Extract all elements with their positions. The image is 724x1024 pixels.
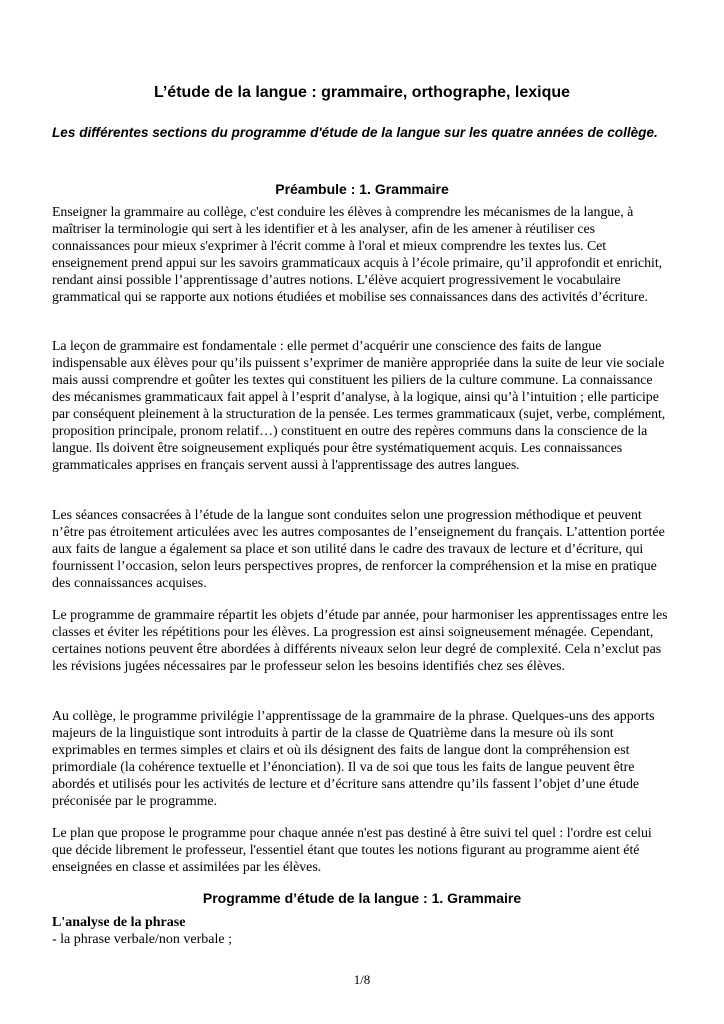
subsection-title: L'analyse de la phrase (52, 915, 186, 930)
list-item: - la phrase verbale/non verbale ; (52, 932, 232, 947)
paragraph-3: Les séances consacrées à l’étude de la langue sont conduites selon une progression méthodique et peuvent n’être pas étroitement articulées avec les autres composantes de l’enseignement du français. L’attention portée aux faits de langue a également sa place et son utilité dans le cadre des travaux de lecture et d’écriture, qui fournissent l’occasion, selon leurs perspectives propres, de renforcer la compréhension et la mise en pratique des connaissances acquises. (52, 508, 665, 591)
paragraph-2: La leçon de grammaire est fondamentale : elle permet d’acquérir une conscience des faits de langue indispensable aux élèves pour qu’ils puissent s’exprimer de manière appropriée dans la suite de leur vie sociale mais aussi comprendre et goûter les textes qui constituent les piliers de la culture commune. La connaissance des mécanismes grammaticaux fait appel à l’esprit d’analyse, à la logique, ainsi qu’à l’intuition ; elle participe par conséquent pleinement à la structuration de la pensée. Les termes grammaticaux (sujet, verbe, complément, proposition principale, pronom relatif…) constituent en outre des repères communs dans la conscience de la langue. Ils doivent être soigneusement expliqués pour être systématiquement acquis. Les connaissances grammaticales apprises en français servent aussi à l'apprentissage des autres langues. (52, 339, 666, 473)
paragraph-1: Enseigner la grammaire au collège, c'est conduire les élèves à comprendre les mécanismes de la langue, à maîtriser la terminologie qui sert à les identifier et à les analyser, afin de les amener à réutiliser ces connaissances pour mieux s'exprimer à l'écrit comme à l'oral et mieux comprendre les textes lus. Cet enseignement prend appui sur les savoirs grammaticaux acquis à l’école primaire, qu’il approfondit et enrichit, rendant ainsi possible l’apprentissage d’autres notions. L’élève acquiert progressivement le vocabulaire grammatical qui se rapporte aux notions étudiées et mobilise ses connaissances dans des activités d’écriture. (52, 205, 663, 305)
document-title: L’étude de la langue : grammaire, orthographe, lexique (153, 84, 571, 101)
page-number: 1/8 (353, 972, 371, 987)
document-subtitle: Les différentes sections du programme d'étude de la langue sur les quatre années de collège. (52, 125, 658, 140)
paragraph-6: Le plan que propose le programme pour chaque année n'est pas destiné à être suivi tel quel : l'ordre est celui que décide librement le professeur, l'essentiel étant que toutes les notions figurant au programme aient été enseignées en classe et assimilées par les élèves. (52, 826, 652, 875)
paragraph-5: Au collège, le programme privilégie l’apprentissage de la grammaire de la phrase. Quelques-uns des apports majeurs de la linguistique sont introduits à partir de la classe de Quatrième dans la mesure où ils sont exprimables en termes simples et clairs et où ils désignent des faits de langue dont la compréhension est primordiale (la cohérence textuelle et l’énonciation). Il va de soi que tous les faits de langue peuvent être abordés et utilisés pour les activités de lecture et d’écriture sans attendre qu’ils fassent l’objet d’une étude préconisée par le programme. (52, 709, 655, 809)
section-heading-preambule: Préambule : 1. Grammaire (275, 181, 449, 197)
section-heading-programme: Programme d’étude de la langue : 1. Grammaire (202, 890, 522, 906)
paragraph-4: Le programme de grammaire répartit les objets d’étude par année, pour harmoniser les apprentissages entre les classes et éviter les répétitions pour les élèves. La progression est ainsi soigneusement ménagée. Cependant, certaines notions peuvent être abordées à différents niveaux selon leur degré de complexité. Cela n’exclut pas les révisions jugées nécessaires par le professeur selon les besoins identifiés chez ses élèves. (52, 608, 668, 674)
